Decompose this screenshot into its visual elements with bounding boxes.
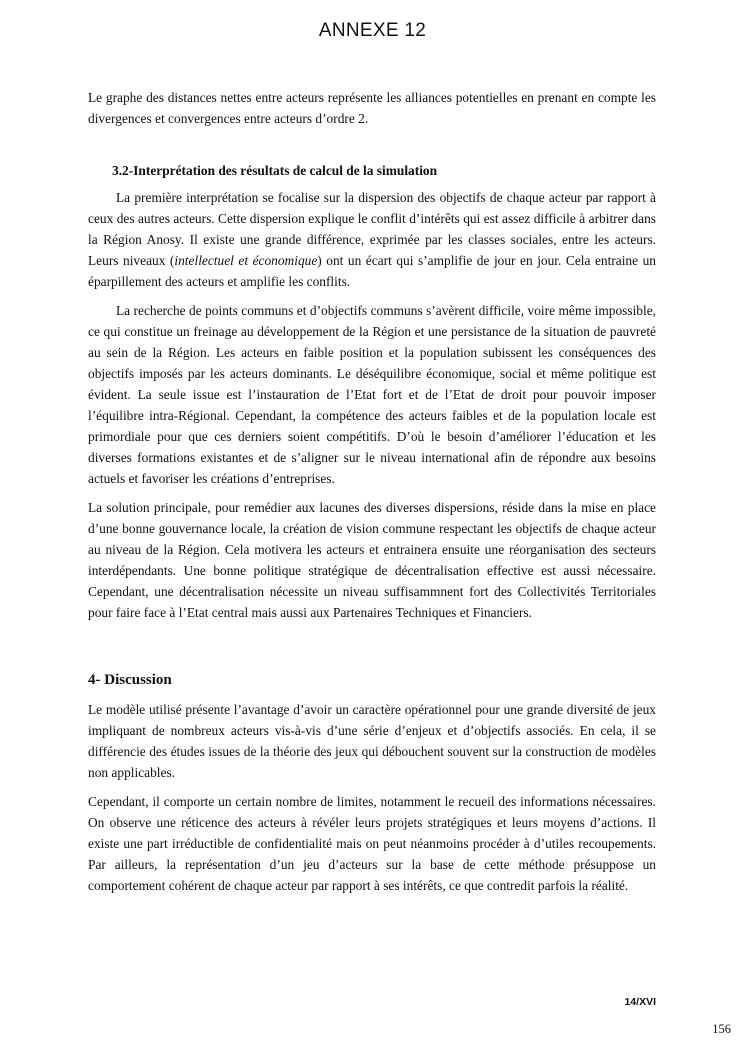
paragraph-text: ) ont un écart qui s’amplifie de jour en jour. Cela entraine un éparpillement des acteurs et amplifie les conflits. — [88, 253, 656, 289]
page-number: 156 — [712, 1022, 731, 1036]
section-3-2-paragraph-2: La recherche de points communs et d’objectifs communs s’avèrent difficile, voire même impossible, ce qui constitue un freinage au développement de la Région et une persistance de la situation de pauvreté au sein de la Région. Les acteurs en faible position et la population subissent les conséquences des objectifs imposés par les acteurs dominants. Le déséquilibre économique, social et même politique est évident. La seule issue est l’instauration de l’Etat fort et de l’Etat de droit pour pouvoir imposer l’équilibre intra-Régional. Cependant, la compétence des acteurs faibles et de la population locale est primordiale pour que ces derniers soient compétitifs. D’où le besoin d’améliorer l’éducation et les diverses formations existantes et de s’aligner sur le niveau international afin de répondre aux besoins actuels et favoriser les créations d’entreprises. — [88, 303, 656, 486]
italic-text: intellectuel et économique — [174, 253, 318, 268]
document-body — [88, 87, 656, 896]
section-3-2-paragraph-1 — [88, 187, 656, 292]
section-4-paragraph-2: Cependant, il comporte un certain nombre de limites, notamment le recueil des informations nécessaires. On observe une réticence des acteurs à révéler leurs projets stratégiques et leurs moyens d’actions. Il existe une part irréductible de confidentialité mais on peut néanmoins procéder à d’utiles recoupements. Par ailleurs, la représentation d’un jeu d’acteurs sur la base de cette méthode présuppose un comportement cohérent de chaque acteur par rapport à ses intérêts, ce que contredit parfois la réalité. — [88, 794, 656, 893]
section-3-2-paragraph-3: La solution principale, pour remédier aux lacunes des diverses dispersions, réside dans la mise en place d’une bonne gouvernance locale, la création de vision commune respectant les objectifs de chaque acteur au niveau de la Région. Cela motivera les acteurs et entrainera ensuite une réorganisation des secteurs interdépendants. Une bonne politique stratégique de décentralisation effective est aussi nécessaire. Cependant, une décentralisation nécessite un niveau suffisammnent fort des Collectivités Territoriales pour faire face à l’Etat central mais aussi aux Partenaires Techniques et Financiers. — [88, 500, 656, 620]
paragraph-text: La première interprétation se focalise sur la dispersion des objectifs de chaque acteur par rapport à ceux des autres acteurs. Cette dispersion explique le conflit d’intérêts qui est assez difficile à arbitrer dans la Région Anosy. Il existe une grande différence, exprimée par les classes sociales, entre les acteurs. Leurs niveaux ( — [88, 190, 656, 268]
section-3-2-heading: 3.2-Interprétation des résultats de calcul de la simulation — [112, 163, 438, 178]
section-4-paragraph-1: Le modèle utilisé présente l’avantage d’avoir un caractère opérationnel pour une grande diversité de jeux impliquant de nombreux acteurs vis-à-vis d’une série d’enjeux et d’objectifs associés. En cela, il se différencie des études issues de la théorie des jeux qui débouchent souvent sur la construction de modèles non applicables. — [88, 702, 656, 780]
page-code: 14/XVI — [624, 996, 656, 1008]
page-title: ANNEXE 12 — [318, 20, 427, 41]
intro-paragraph: Le graphe des distances nettes entre acteurs représente les alliances potentielles en prenant en compte les divergences et convergences entre acteurs d’ordre 2. — [88, 90, 656, 126]
section-4-heading: 4- Discussion — [88, 672, 172, 688]
